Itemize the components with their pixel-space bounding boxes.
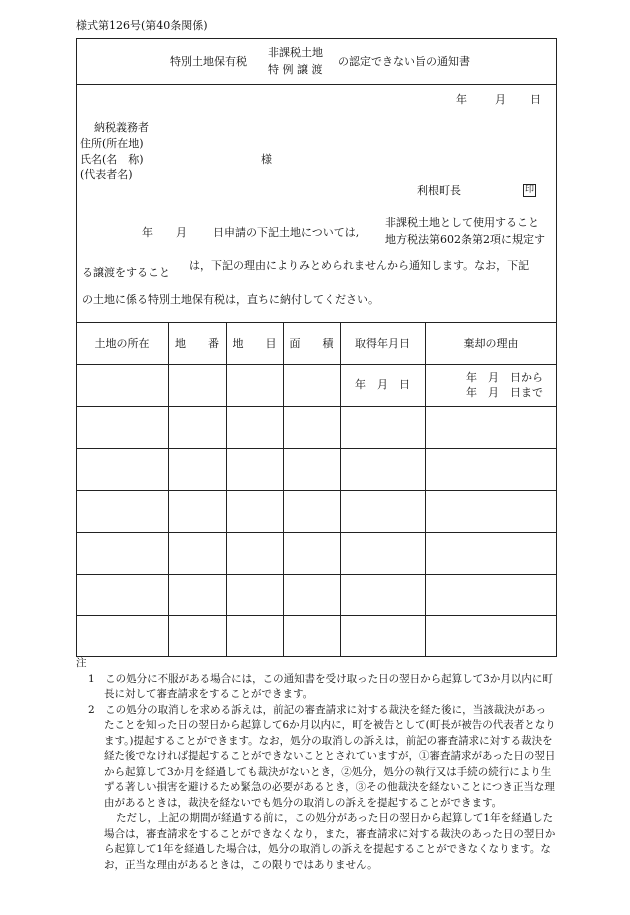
title-part1: 特別土地保有税 — [170, 55, 247, 68]
title-stack-bottom: 特 例 譲 渡 — [268, 63, 323, 76]
table-row-line — [76, 448, 557, 449]
table-col-line — [226, 322, 227, 657]
notes-heading: 注 — [76, 657, 87, 669]
row1-acquired-date: 年 月 日 — [355, 378, 410, 391]
table-col-line — [168, 322, 169, 657]
note-item-3: ただし，上記の期間が経過する前に，この処分があった日の翌日から起算して1年を経過した場合は，審査請求をすることができなくなり，また，審査請求に対する裁決のあった日の翌日から起算して1年を経過した場合は，処分の取消しの訴えを提起することができなくなります。なお，正当な理由があるときは，この限りではありません。 — [104, 812, 556, 871]
table-top-line — [76, 322, 557, 323]
table-header-reason: 棄却の理由 — [463, 337, 519, 350]
form-number: 様式第126号(第40条関係) — [76, 19, 208, 32]
body-line3: の土地に係る特別土地保有税は，直ちに納付してください。 — [82, 293, 379, 306]
row1-reason-from: 年 月 日から — [466, 371, 543, 384]
notes-section — [76, 656, 556, 873]
taxpayer-address: 住所(所在地) — [80, 137, 144, 150]
table-header-location: 土地の所在 — [94, 337, 150, 350]
title-stack-top: 非課税土地 — [268, 46, 323, 59]
table-col-line — [340, 322, 341, 657]
body-day-text: 日申請の下記土地については, — [213, 226, 360, 239]
body-month: 月 — [176, 226, 187, 239]
table-row-line — [76, 490, 557, 491]
table-row-line — [76, 574, 557, 575]
title-part2: の認定できない旨の通知書 — [338, 55, 470, 68]
body-option1: 非課税土地として使用すること — [385, 216, 539, 229]
row1-reason-to: 年 月 日まで — [466, 386, 543, 399]
table-header-category: 地 目 — [232, 337, 277, 350]
body-tail: は，下記の理由によりみとめられませんから通知します。なお，下記 — [189, 259, 530, 272]
title-divider — [76, 84, 557, 85]
body-year: 年 — [142, 226, 153, 239]
date-month: 月 — [495, 93, 506, 106]
note-item-1: 1 この処分に不服がある場合には，この通知書を受け取った日の翌日から起算して3か月以内に町長に対して審査請求をすることができます。 — [88, 672, 553, 700]
table-header-area: 面 積 — [289, 337, 334, 350]
table-row-line — [76, 615, 557, 616]
table-col-line — [283, 322, 284, 657]
date-day: 日 — [530, 93, 541, 106]
note-item-2: 2 この処分の取消しを求める訴えは，前記の審査請求に対する裁決を経た後に，当該裁決があったことを知った日の翌日から起算して6か月以内に，町を被告として(町長が被告の代表者となります。)提起することができます。なお，処分の取消しの訴えは，前記の審査請求に対する裁決を経た後でなければ提起することができないこととされていますが，①審査請求があった日の翌日から起算して3か月を経過しても裁決がないとき，②処分，処分の執行又は手続の続行により生ずる著しい損害を避けるため緊急の必要があるとき，③その他裁決を経ないことにつき正当な理由があるときは，裁決を経ないでも処分の取消しの訴えを提起することができます。 — [88, 703, 556, 809]
taxpayer-honorific: 様 — [261, 153, 272, 166]
table-row-line — [76, 532, 557, 533]
body-option2: 地方税法第602条第2項に規定す — [385, 233, 545, 246]
taxpayer-name: 氏名(名 称) — [80, 153, 144, 166]
table-row-line — [76, 406, 557, 407]
seal-mark: 印 — [524, 185, 534, 195]
issuer-name: 利根町長 — [417, 184, 461, 197]
date-year: 年 — [456, 93, 467, 106]
body-cont: る譲渡をすること — [82, 266, 170, 279]
taxpayer-heading: 納税義務者 — [94, 121, 149, 134]
table-header-acquired: 取得年月日 — [355, 337, 410, 350]
table-header-line — [76, 364, 557, 365]
table-col-line — [425, 322, 426, 657]
table-header-lot: 地 番 — [175, 337, 219, 350]
taxpayer-rep: (代表者名) — [80, 168, 133, 181]
